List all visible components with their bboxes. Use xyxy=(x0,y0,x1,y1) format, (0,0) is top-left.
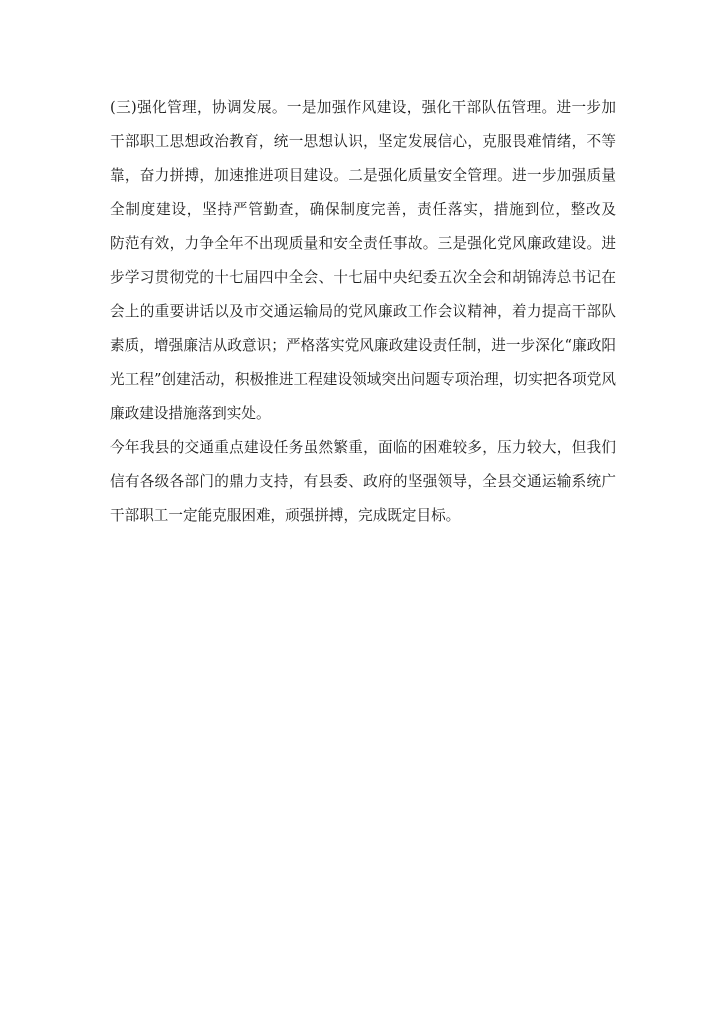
paragraph-management xyxy=(110,91,616,431)
text-line: 素质，增强廉洁从政意识；严格落实党风廉政建设责任制，进一步深化“廉政阳 xyxy=(110,337,616,354)
text-line: 光工程”创建活动，积极推进工程建设领域突出问题专项治理，切实把各项党风 xyxy=(110,371,616,388)
text-line: 今年我县的交通重点建设任务虽然繁重，面临的困难较多，压力较大，但我们 xyxy=(110,439,616,456)
text-line: (三)强化管理，协调发展。一是加强作风建设，强化干部队伍管理。进一步加 xyxy=(110,99,616,116)
text-line: 靠，奋力拼搏，加速推进项目建设。二是强化质量安全管理。进一步加强质量 xyxy=(110,167,616,184)
text-line: 全制度建设，坚持严管勤查，确保制度完善，责任落实，措施到位，整改及 xyxy=(110,201,616,218)
text-line: 防范有效，力争全年不出现质量和安全责任事故。三是强化党风廉政建设。进 xyxy=(110,235,616,252)
text-line: 干部职工一定能克服困难，顽强拼搏，完成既定目标。 xyxy=(110,507,461,524)
text-line: 信有各级各部门的鼎力支持，有县委、政府的坚强领导，全县交通运输系统广 xyxy=(110,473,616,490)
text-line: 会上的重要讲话以及市交通运输局的党风廉政工作会议精神，着力提高干部队 xyxy=(110,303,616,320)
text-line: 步学习贯彻党的十七届四中全会、十七届中央纪委五次全会和胡锦涛总书记在 xyxy=(110,269,616,286)
text-line: 廉政建设措施落到实处。 xyxy=(110,405,271,422)
text-line: 干部职工思想政治教育，统一思想认识，坚定发展信心，克服畏难情绪，不等 xyxy=(110,133,616,150)
document-body xyxy=(110,91,616,533)
paragraph-conclusion xyxy=(110,431,616,533)
